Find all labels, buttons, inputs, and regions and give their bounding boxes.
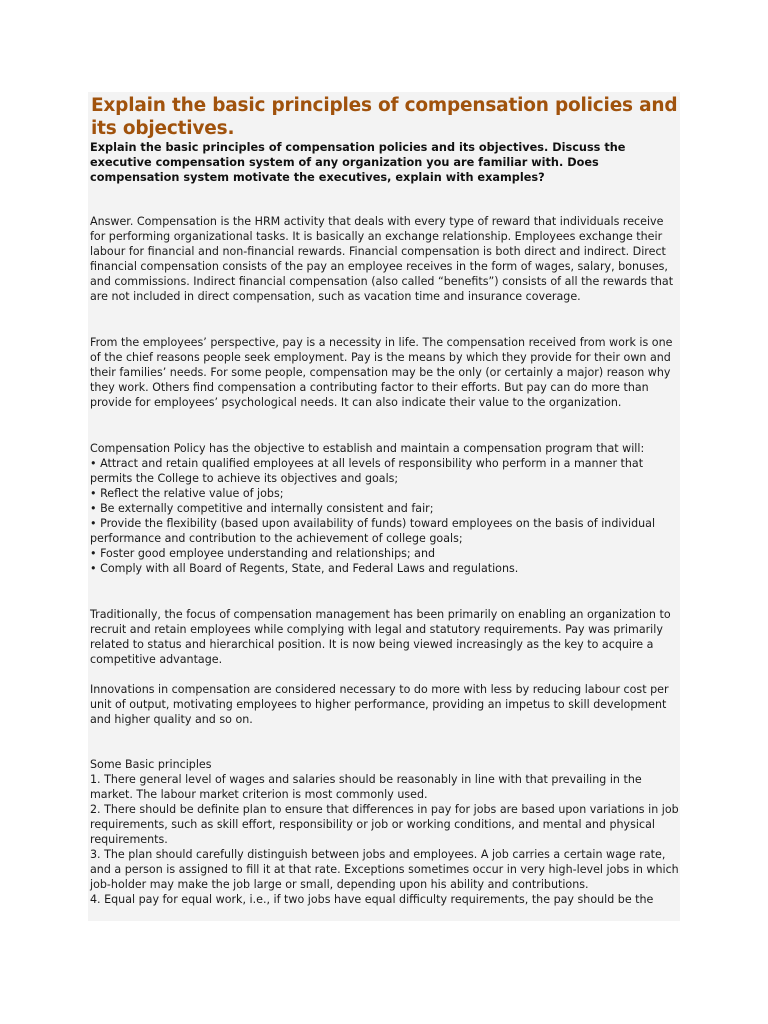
answer-paragraph: Answer. Compensation is the HRM activity that deals with every type of reward that individuals receive for performing organizational tasks. It is basically an exchange relationship. Employees exchange their labour for financial and non-financial rewards. Financial compensation is both direct and indirect. Direct financial compensation consists of the pay an employee receives in the form of wages, salary, bonuses, and commissions. Indirect financial compensation (also called “benefits”) consists of all the rewards that are not included in direct compensation, such as vacation time and insurance coverage. bbox=[90, 215, 674, 303]
policy-bullet-item: • Attract and retain qualified employees at all levels of responsibility who perform in a manner that permits the College to achieve its objectives and goals; bbox=[90, 457, 644, 485]
principle-item: 3. The plan should carefully distinguish between jobs and employees. A job carries a certain wage rate, and a person is assigned to fill it at that rate. Exceptions sometimes occur in very high-level jobs in which job-holder may make the job large or small, depending upon his ability and contributions. bbox=[90, 848, 679, 891]
policy-bullet-item: • Foster good employee understanding and relationships; and bbox=[90, 547, 436, 560]
page-title: Explain the basic principles of compensation policies and its objectives. bbox=[91, 95, 678, 139]
question-text: Explain the basic principles of compensation policies and its objectives. Discuss the executive compensation system of any organization you are familiar with. Does compensation system motivate the executives, explain with examples? bbox=[90, 141, 626, 184]
perspective-paragraph: From the employees’ perspective, pay is a necessity in life. The compensation received from work is one of the chief reasons people seek employment. Pay is the means by which they provide for their own and their families’ needs. For some people, compensation may be the only (or certainly a major) reason why they work. Others find compensation a contributing factor to their efforts. But pay can do more than provide for employees’ psychological needs. It can also indicate their value to the organization. bbox=[90, 336, 673, 409]
traditionally-paragraph: Traditionally, the focus of compensation management has been primarily on enabling an organization to recruit and retain employees while complying with legal and statutory requirements. Pay was primarily related to status and hierarchical position. It is now being viewed increasingly as the key to acquire a competitive advantage. bbox=[90, 608, 671, 666]
policy-bullet-item: • Provide the flexibility (based upon availability of funds) toward employees on the basis of individual performance and contribution to the achievement of college goals; bbox=[90, 517, 656, 545]
policy-bullet-item: • Be externally competitive and internally consistent and fair; bbox=[90, 502, 434, 515]
policy-intro: Compensation Policy has the objective to establish and maintain a compensation program that will: bbox=[90, 442, 645, 455]
policy-bullet-item: • Reflect the relative value of jobs; bbox=[90, 487, 284, 500]
principles-section bbox=[88, 757, 680, 907]
principle-item: 1. There general level of wages and salaries should be reasonably in line with that prevailing in the market. The labour market criterion is most commonly used. bbox=[90, 773, 642, 801]
policy-bullet-item: • Comply with all Board of Regents, State, and Federal Laws and regulations. bbox=[90, 562, 519, 575]
principles-heading: Some Basic principles bbox=[90, 758, 212, 771]
principles-list bbox=[90, 772, 680, 907]
principle-item: 2. There should be definite plan to ensure that differences in pay for jobs are based upon variations in job requirements, such as skill effort, responsibility or job or working conditions, and mental and physical requirements. bbox=[90, 803, 679, 846]
principle-item: 4. Equal pay for equal work, i.e., if two jobs have equal difficulty requirements, the pay should be the bbox=[90, 893, 654, 906]
document-panel bbox=[88, 92, 680, 921]
policy-section bbox=[88, 441, 680, 576]
policy-bullet-list bbox=[90, 456, 680, 576]
innovations-paragraph: Innovations in compensation are considered necessary to do more with less by reducing labour cost per unit of output, motivating employees to higher performance, providing an impetus to skill development and higher quality and so on. bbox=[90, 683, 669, 726]
